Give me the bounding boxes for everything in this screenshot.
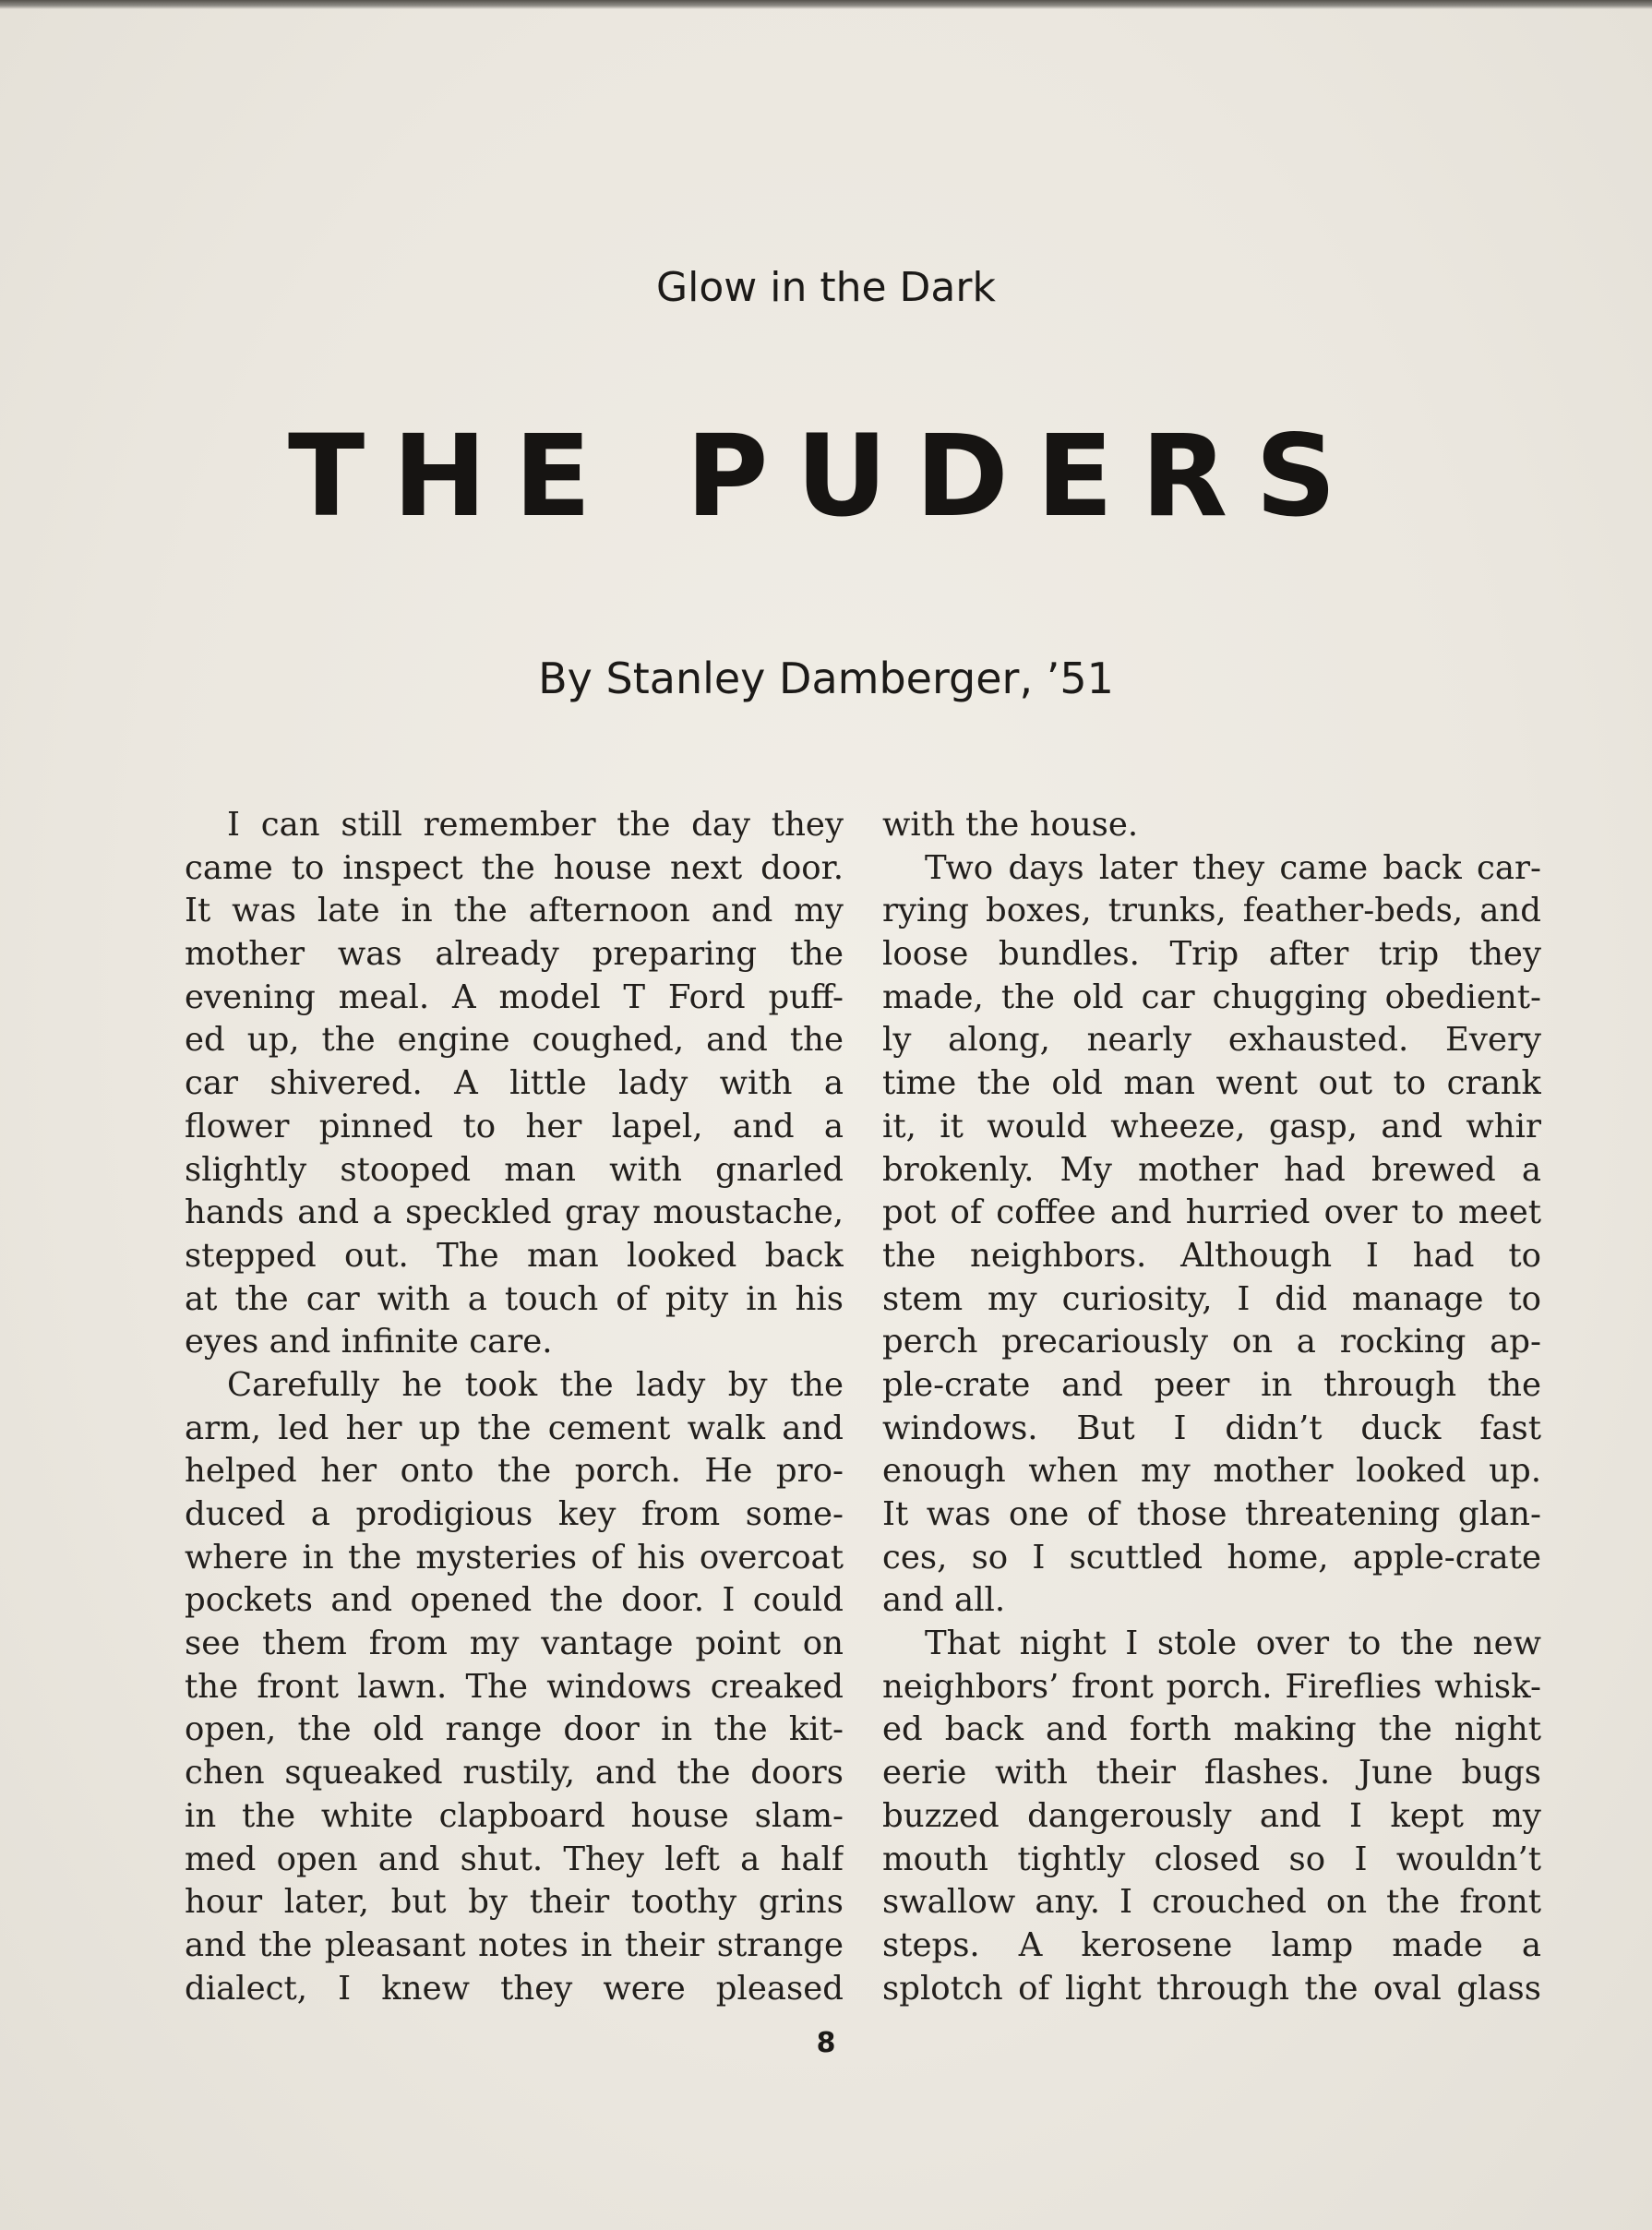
text-line: it, it would wheeze, gasp, and whir <box>882 1107 1541 1145</box>
text-line: flower pinned to her lapel, and a <box>185 1107 844 1145</box>
text-line: stepped out. The man looked back <box>185 1236 844 1275</box>
text-line: swallow any. I crouched on the front <box>882 1883 1541 1922</box>
text-line: at the car with a touch of pity in his <box>185 1279 844 1318</box>
text-line: neighbors’ front porch. Fireflies whisk- <box>882 1667 1541 1706</box>
text-column-left <box>185 804 844 2010</box>
text-line: slightly stooped man with gnarled <box>185 1150 844 1189</box>
text-line: I can still remember the day they <box>227 806 844 844</box>
text-line: ly along, nearly exhausted. Every <box>882 1021 1541 1060</box>
text-line: med open and shut. They left a half <box>185 1840 844 1878</box>
text-line: windows. But I didn’t duck fast <box>882 1409 1541 1447</box>
text-line: pockets and opened the door. I could <box>185 1581 844 1620</box>
text-line: stem my curiosity, I did manage to <box>882 1279 1541 1318</box>
page-number: 8 <box>816 2027 836 2059</box>
text-line: steps. A kerosene lamp made a <box>882 1925 1541 1964</box>
text-line: hour later, but by their toothy grins <box>185 1883 844 1922</box>
text-line: helped her onto the porch. He pro- <box>185 1452 844 1491</box>
text-line: made, the old car chugging obedient- <box>882 977 1541 1016</box>
text-line: buzzed dangerously and I kept my <box>882 1796 1541 1835</box>
text-line: chen squeaked rustily, and the doors <box>185 1754 844 1792</box>
text-line: brokenly. My mother had brewed a <box>882 1150 1541 1189</box>
text-line: ed up, the engine coughed, and the <box>185 1021 844 1060</box>
article-title: THE PUDERS <box>287 411 1365 542</box>
text-line: open, the old range door in the kit- <box>185 1710 844 1749</box>
text-line: loose bundles. Trip after trip they <box>882 935 1541 974</box>
text-line: car shivered. A little lady with a <box>185 1064 844 1103</box>
text-line: eyes and infinite care. <box>185 1323 553 1361</box>
text-line: and all. <box>882 1581 1006 1620</box>
text-line: came to inspect the house next door. <box>185 848 844 887</box>
text-line: where in the mysteries of his overcoat <box>185 1538 844 1577</box>
text-line: hands and a speckled gray moustache, <box>185 1193 844 1232</box>
text-line: Carefully he took the lady by the <box>227 1365 844 1404</box>
text-line: perch precariously on a rocking ap- <box>882 1323 1541 1361</box>
text-line: see them from my vantage point on <box>185 1625 844 1663</box>
article-kicker: Glow in the Dark <box>656 264 996 311</box>
text-line: splotch of light through the oval glass <box>882 1969 1541 2008</box>
text-column-right <box>882 804 1541 2010</box>
text-line: rying boxes, trunks, feather-beds, and <box>882 892 1541 930</box>
text-line: That night I stole over to the new <box>925 1625 1541 1663</box>
text-line: mother was already preparing the <box>185 935 844 974</box>
text-line: arm, led her up the cement walk and <box>185 1409 844 1447</box>
text-line: enough when my mother looked up. <box>882 1452 1541 1491</box>
text-line: ple-crate and peer in through the <box>882 1365 1541 1404</box>
text-line: the front lawn. The windows creaked <box>185 1667 844 1706</box>
text-line: evening meal. A model T Ford puff- <box>185 977 844 1016</box>
text-line: dialect, I knew they were pleased <box>185 1969 844 2008</box>
text-line: ed back and forth making the night <box>882 1710 1541 1749</box>
text-line: eerie with their flashes. June bugs <box>882 1754 1541 1792</box>
article-byline: By Stanley Damberger, ’51 <box>538 653 1114 703</box>
text-line: the neighbors. Although I had to <box>882 1236 1541 1275</box>
text-line: duced a prodigious key from some- <box>185 1495 844 1533</box>
page-top-edge <box>0 0 1652 9</box>
text-line: Two days later they came back car- <box>925 848 1541 887</box>
text-line: with the house. <box>882 806 1139 844</box>
text-line: It was one of those threatening glan- <box>882 1495 1541 1533</box>
text-line: ces, so I scuttled home, apple-crate <box>882 1538 1541 1577</box>
text-line: It was late in the afternoon and my <box>185 892 844 930</box>
text-line: and the pleasant notes in their strange <box>185 1925 844 1964</box>
text-line: mouth tightly closed so I wouldn’t <box>882 1840 1541 1878</box>
text-line: in the white clapboard house slam- <box>185 1796 844 1835</box>
text-line: pot of coffee and hurried over to meet <box>882 1193 1541 1232</box>
text-line: time the old man went out to crank <box>882 1064 1541 1103</box>
